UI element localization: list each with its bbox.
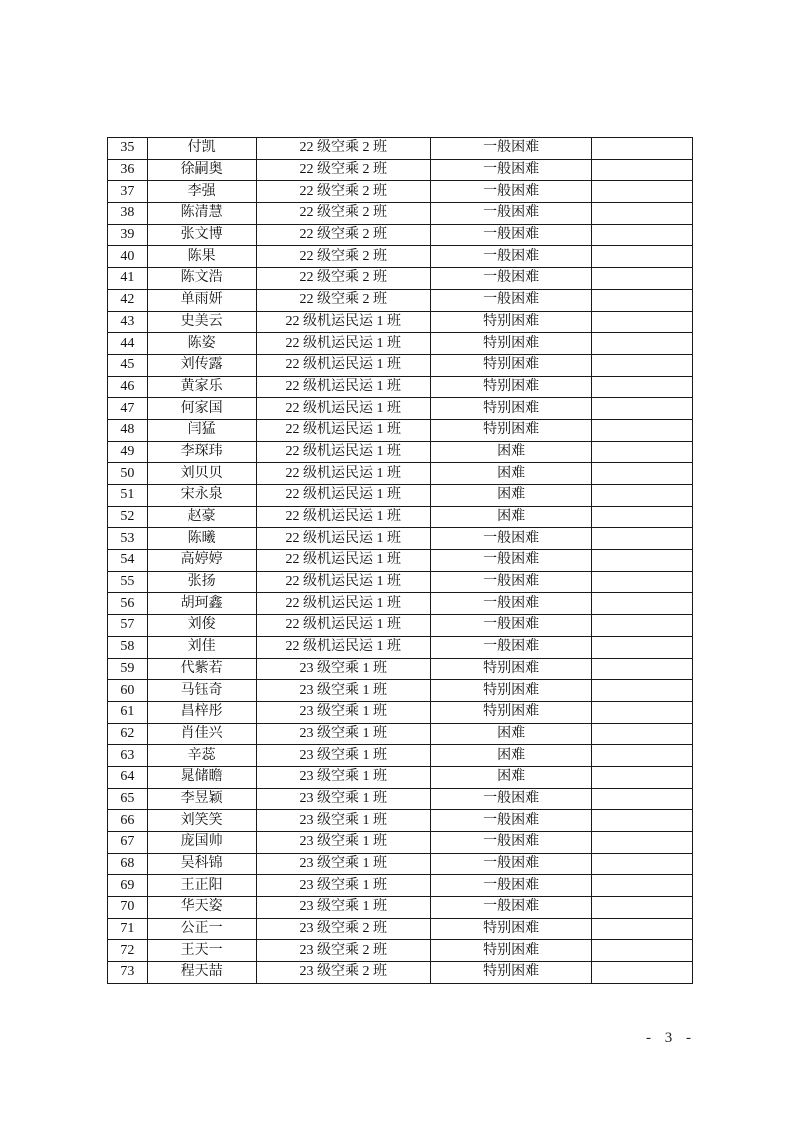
student-roster-body xyxy=(108,138,693,984)
cell-student-name: 陈文浩 xyxy=(147,268,256,290)
cell-empty-note xyxy=(592,246,693,268)
cell-empty-note xyxy=(592,463,693,485)
table-row xyxy=(108,766,693,788)
cell-student-name: 宋永泉 xyxy=(147,485,256,507)
cell-serial-number: 35 xyxy=(108,138,148,160)
cell-class-name: 22 级机运民运 1 班 xyxy=(256,506,430,528)
cell-difficulty-level: 一般困难 xyxy=(430,181,591,203)
cell-class-name: 22 级机运民运 1 班 xyxy=(256,398,430,420)
cell-empty-note xyxy=(592,832,693,854)
cell-serial-number: 56 xyxy=(108,593,148,615)
cell-student-name: 单雨妍 xyxy=(147,289,256,311)
cell-difficulty-level: 一般困难 xyxy=(430,203,591,225)
cell-difficulty-level: 一般困难 xyxy=(430,268,591,290)
cell-student-name: 公正一 xyxy=(147,918,256,940)
cell-class-name: 22 级机运民运 1 班 xyxy=(256,463,430,485)
cell-class-name: 23 级空乘 1 班 xyxy=(256,810,430,832)
cell-empty-note xyxy=(592,962,693,984)
cell-difficulty-level: 特别困难 xyxy=(430,701,591,723)
cell-student-name: 刘佳 xyxy=(147,636,256,658)
cell-difficulty-level: 特别困难 xyxy=(430,940,591,962)
table-row xyxy=(108,701,693,723)
cell-student-name: 刘传露 xyxy=(147,354,256,376)
cell-empty-note xyxy=(592,181,693,203)
cell-difficulty-level: 一般困难 xyxy=(430,159,591,181)
cell-serial-number: 69 xyxy=(108,875,148,897)
cell-class-name: 23 级空乘 1 班 xyxy=(256,875,430,897)
cell-empty-note xyxy=(592,506,693,528)
cell-difficulty-level: 一般困难 xyxy=(430,636,591,658)
cell-difficulty-level: 一般困难 xyxy=(430,853,591,875)
cell-difficulty-level: 困难 xyxy=(430,463,591,485)
cell-empty-note xyxy=(592,658,693,680)
table-row xyxy=(108,398,693,420)
cell-empty-note xyxy=(592,853,693,875)
table-row xyxy=(108,918,693,940)
cell-student-name: 辛蕊 xyxy=(147,745,256,767)
table-row xyxy=(108,463,693,485)
cell-difficulty-level: 特别困难 xyxy=(430,333,591,355)
cell-difficulty-level: 困难 xyxy=(430,745,591,767)
cell-class-name: 22 级空乘 2 班 xyxy=(256,203,430,225)
cell-empty-note xyxy=(592,289,693,311)
table-row xyxy=(108,550,693,572)
cell-class-name: 22 级机运民运 1 班 xyxy=(256,528,430,550)
cell-empty-note xyxy=(592,723,693,745)
cell-student-name: 高婷婷 xyxy=(147,550,256,572)
cell-difficulty-level: 困难 xyxy=(430,485,591,507)
table-row xyxy=(108,289,693,311)
cell-serial-number: 40 xyxy=(108,246,148,268)
cell-empty-note xyxy=(592,766,693,788)
cell-student-name: 付凯 xyxy=(147,138,256,160)
cell-empty-note xyxy=(592,550,693,572)
cell-serial-number: 51 xyxy=(108,485,148,507)
cell-student-name: 肖佳兴 xyxy=(147,723,256,745)
cell-difficulty-level: 一般困难 xyxy=(430,571,591,593)
cell-student-name: 陈曦 xyxy=(147,528,256,550)
cell-serial-number: 67 xyxy=(108,832,148,854)
cell-student-name: 王天一 xyxy=(147,940,256,962)
cell-class-name: 22 级机运民运 1 班 xyxy=(256,354,430,376)
cell-student-name: 马钰奇 xyxy=(147,680,256,702)
cell-class-name: 22 级机运民运 1 班 xyxy=(256,333,430,355)
cell-serial-number: 52 xyxy=(108,506,148,528)
cell-serial-number: 47 xyxy=(108,398,148,420)
cell-empty-note xyxy=(592,419,693,441)
table-row xyxy=(108,419,693,441)
cell-difficulty-level: 一般困难 xyxy=(430,897,591,919)
cell-class-name: 22 级机运民运 1 班 xyxy=(256,485,430,507)
cell-serial-number: 38 xyxy=(108,203,148,225)
cell-difficulty-level: 一般困难 xyxy=(430,832,591,854)
cell-difficulty-level: 一般困难 xyxy=(430,246,591,268)
cell-difficulty-level: 一般困难 xyxy=(430,875,591,897)
cell-serial-number: 53 xyxy=(108,528,148,550)
cell-difficulty-level: 特别困难 xyxy=(430,398,591,420)
table-row xyxy=(108,593,693,615)
cell-serial-number: 54 xyxy=(108,550,148,572)
cell-difficulty-level: 困难 xyxy=(430,441,591,463)
cell-class-name: 22 级机运民运 1 班 xyxy=(256,441,430,463)
cell-serial-number: 68 xyxy=(108,853,148,875)
cell-serial-number: 43 xyxy=(108,311,148,333)
table-row xyxy=(108,745,693,767)
cell-student-name: 黄家乐 xyxy=(147,376,256,398)
cell-student-name: 刘俊 xyxy=(147,615,256,637)
cell-class-name: 22 级机运民运 1 班 xyxy=(256,311,430,333)
cell-empty-note xyxy=(592,311,693,333)
cell-empty-note xyxy=(592,398,693,420)
cell-empty-note xyxy=(592,203,693,225)
cell-difficulty-level: 特别困难 xyxy=(430,354,591,376)
footer-page-number: - 3 - xyxy=(646,1030,693,1046)
cell-serial-number: 42 xyxy=(108,289,148,311)
cell-empty-note xyxy=(592,354,693,376)
cell-empty-note xyxy=(592,810,693,832)
cell-student-name: 张扬 xyxy=(147,571,256,593)
cell-student-name: 代紫若 xyxy=(147,658,256,680)
cell-difficulty-level: 特别困难 xyxy=(430,419,591,441)
table-row xyxy=(108,832,693,854)
cell-class-name: 23 级空乘 2 班 xyxy=(256,962,430,984)
cell-empty-note xyxy=(592,593,693,615)
cell-class-name: 22 级空乘 2 班 xyxy=(256,138,430,160)
cell-serial-number: 50 xyxy=(108,463,148,485)
cell-class-name: 22 级机运民运 1 班 xyxy=(256,593,430,615)
cell-student-name: 刘笑笑 xyxy=(147,810,256,832)
cell-class-name: 22 级机运民运 1 班 xyxy=(256,419,430,441)
cell-difficulty-level: 特别困难 xyxy=(430,680,591,702)
cell-student-name: 刘贝贝 xyxy=(147,463,256,485)
cell-serial-number: 48 xyxy=(108,419,148,441)
cell-empty-note xyxy=(592,615,693,637)
cell-class-name: 22 级空乘 2 班 xyxy=(256,246,430,268)
cell-class-name: 23 级空乘 1 班 xyxy=(256,680,430,702)
table-row xyxy=(108,203,693,225)
cell-empty-note xyxy=(592,875,693,897)
cell-difficulty-level: 困难 xyxy=(430,723,591,745)
cell-serial-number: 49 xyxy=(108,441,148,463)
cell-serial-number: 46 xyxy=(108,376,148,398)
cell-student-name: 华天姿 xyxy=(147,897,256,919)
cell-difficulty-level: 一般困难 xyxy=(430,593,591,615)
table-row xyxy=(108,246,693,268)
cell-difficulty-level: 特别困难 xyxy=(430,658,591,680)
cell-empty-note xyxy=(592,636,693,658)
cell-serial-number: 39 xyxy=(108,224,148,246)
cell-serial-number: 73 xyxy=(108,962,148,984)
cell-class-name: 23 级空乘 1 班 xyxy=(256,723,430,745)
table-row xyxy=(108,485,693,507)
cell-class-name: 23 级空乘 1 班 xyxy=(256,766,430,788)
table-row xyxy=(108,962,693,984)
cell-empty-note xyxy=(592,940,693,962)
cell-empty-note xyxy=(592,745,693,767)
cell-serial-number: 37 xyxy=(108,181,148,203)
cell-student-name: 张文博 xyxy=(147,224,256,246)
table-row xyxy=(108,441,693,463)
cell-class-name: 22 级机运民运 1 班 xyxy=(256,615,430,637)
table-row xyxy=(108,571,693,593)
table-row xyxy=(108,181,693,203)
cell-empty-note xyxy=(592,788,693,810)
cell-serial-number: 62 xyxy=(108,723,148,745)
cell-serial-number: 61 xyxy=(108,701,148,723)
cell-class-name: 22 级空乘 2 班 xyxy=(256,181,430,203)
cell-empty-note xyxy=(592,571,693,593)
cell-student-name: 李琛玮 xyxy=(147,441,256,463)
cell-difficulty-level: 一般困难 xyxy=(430,224,591,246)
cell-empty-note xyxy=(592,701,693,723)
cell-class-name: 23 级空乘 1 班 xyxy=(256,701,430,723)
cell-difficulty-level: 困难 xyxy=(430,766,591,788)
table-row xyxy=(108,376,693,398)
table-row xyxy=(108,268,693,290)
cell-class-name: 23 级空乘 1 班 xyxy=(256,853,430,875)
table-row xyxy=(108,658,693,680)
table-row xyxy=(108,636,693,658)
cell-serial-number: 71 xyxy=(108,918,148,940)
cell-student-name: 吴科锦 xyxy=(147,853,256,875)
cell-serial-number: 65 xyxy=(108,788,148,810)
table-row xyxy=(108,788,693,810)
cell-student-name: 何家国 xyxy=(147,398,256,420)
cell-class-name: 23 级空乘 1 班 xyxy=(256,658,430,680)
cell-empty-note xyxy=(592,138,693,160)
cell-difficulty-level: 特别困难 xyxy=(430,311,591,333)
cell-difficulty-level: 特别困难 xyxy=(430,962,591,984)
cell-student-name: 陈果 xyxy=(147,246,256,268)
cell-serial-number: 59 xyxy=(108,658,148,680)
cell-empty-note xyxy=(592,485,693,507)
cell-student-name: 闫猛 xyxy=(147,419,256,441)
cell-class-name: 22 级机运民运 1 班 xyxy=(256,376,430,398)
cell-empty-note xyxy=(592,376,693,398)
cell-class-name: 22 级机运民运 1 班 xyxy=(256,636,430,658)
cell-empty-note xyxy=(592,918,693,940)
cell-student-name: 李昱颖 xyxy=(147,788,256,810)
table-row xyxy=(108,506,693,528)
cell-empty-note xyxy=(592,528,693,550)
cell-class-name: 22 级机运民运 1 班 xyxy=(256,550,430,572)
cell-serial-number: 45 xyxy=(108,354,148,376)
cell-serial-number: 44 xyxy=(108,333,148,355)
table-row xyxy=(108,159,693,181)
cell-class-name: 23 级空乘 1 班 xyxy=(256,897,430,919)
table-row xyxy=(108,224,693,246)
cell-student-name: 庞国帅 xyxy=(147,832,256,854)
cell-class-name: 22 级空乘 2 班 xyxy=(256,268,430,290)
cell-student-name: 陈清慧 xyxy=(147,203,256,225)
cell-student-name: 李强 xyxy=(147,181,256,203)
cell-empty-note xyxy=(592,224,693,246)
cell-class-name: 22 级空乘 2 班 xyxy=(256,224,430,246)
cell-serial-number: 60 xyxy=(108,680,148,702)
table-row xyxy=(108,875,693,897)
cell-difficulty-level: 一般困难 xyxy=(430,528,591,550)
cell-student-name: 晁储瞻 xyxy=(147,766,256,788)
cell-difficulty-level: 一般困难 xyxy=(430,138,591,160)
cell-class-name: 22 级空乘 2 班 xyxy=(256,159,430,181)
cell-class-name: 22 级空乘 2 班 xyxy=(256,289,430,311)
student-roster-table xyxy=(107,137,693,984)
table-row xyxy=(108,138,693,160)
cell-serial-number: 57 xyxy=(108,615,148,637)
cell-serial-number: 70 xyxy=(108,897,148,919)
cell-difficulty-level: 一般困难 xyxy=(430,810,591,832)
cell-difficulty-level: 一般困难 xyxy=(430,788,591,810)
cell-class-name: 22 级机运民运 1 班 xyxy=(256,571,430,593)
table-row xyxy=(108,723,693,745)
cell-difficulty-level: 一般困难 xyxy=(430,615,591,637)
table-row xyxy=(108,810,693,832)
cell-student-name: 陈姿 xyxy=(147,333,256,355)
cell-serial-number: 63 xyxy=(108,745,148,767)
table-row xyxy=(108,897,693,919)
cell-serial-number: 36 xyxy=(108,159,148,181)
cell-class-name: 23 级空乘 1 班 xyxy=(256,788,430,810)
table-row xyxy=(108,354,693,376)
cell-student-name: 徐嗣奥 xyxy=(147,159,256,181)
cell-difficulty-level: 一般困难 xyxy=(430,550,591,572)
cell-empty-note xyxy=(592,897,693,919)
cell-class-name: 23 级空乘 1 班 xyxy=(256,832,430,854)
cell-serial-number: 58 xyxy=(108,636,148,658)
cell-serial-number: 72 xyxy=(108,940,148,962)
table-row xyxy=(108,311,693,333)
cell-empty-note xyxy=(592,441,693,463)
table-row xyxy=(108,853,693,875)
table-row xyxy=(108,940,693,962)
cell-class-name: 23 级空乘 1 班 xyxy=(256,745,430,767)
cell-student-name: 程天喆 xyxy=(147,962,256,984)
cell-student-name: 赵豪 xyxy=(147,506,256,528)
cell-difficulty-level: 困难 xyxy=(430,506,591,528)
cell-serial-number: 66 xyxy=(108,810,148,832)
cell-serial-number: 64 xyxy=(108,766,148,788)
cell-difficulty-level: 特别困难 xyxy=(430,918,591,940)
cell-serial-number: 41 xyxy=(108,268,148,290)
cell-empty-note xyxy=(592,268,693,290)
cell-student-name: 胡珂鑫 xyxy=(147,593,256,615)
table-row xyxy=(108,680,693,702)
cell-empty-note xyxy=(592,680,693,702)
table-row xyxy=(108,615,693,637)
cell-class-name: 23 级空乘 2 班 xyxy=(256,940,430,962)
table-row xyxy=(108,528,693,550)
cell-empty-note xyxy=(592,159,693,181)
cell-serial-number: 55 xyxy=(108,571,148,593)
cell-class-name: 23 级空乘 2 班 xyxy=(256,918,430,940)
cell-difficulty-level: 一般困难 xyxy=(430,289,591,311)
table-row xyxy=(108,333,693,355)
cell-student-name: 昌梓彤 xyxy=(147,701,256,723)
cell-student-name: 王正阳 xyxy=(147,875,256,897)
cell-empty-note xyxy=(592,333,693,355)
cell-difficulty-level: 特别困难 xyxy=(430,376,591,398)
cell-student-name: 史美云 xyxy=(147,311,256,333)
